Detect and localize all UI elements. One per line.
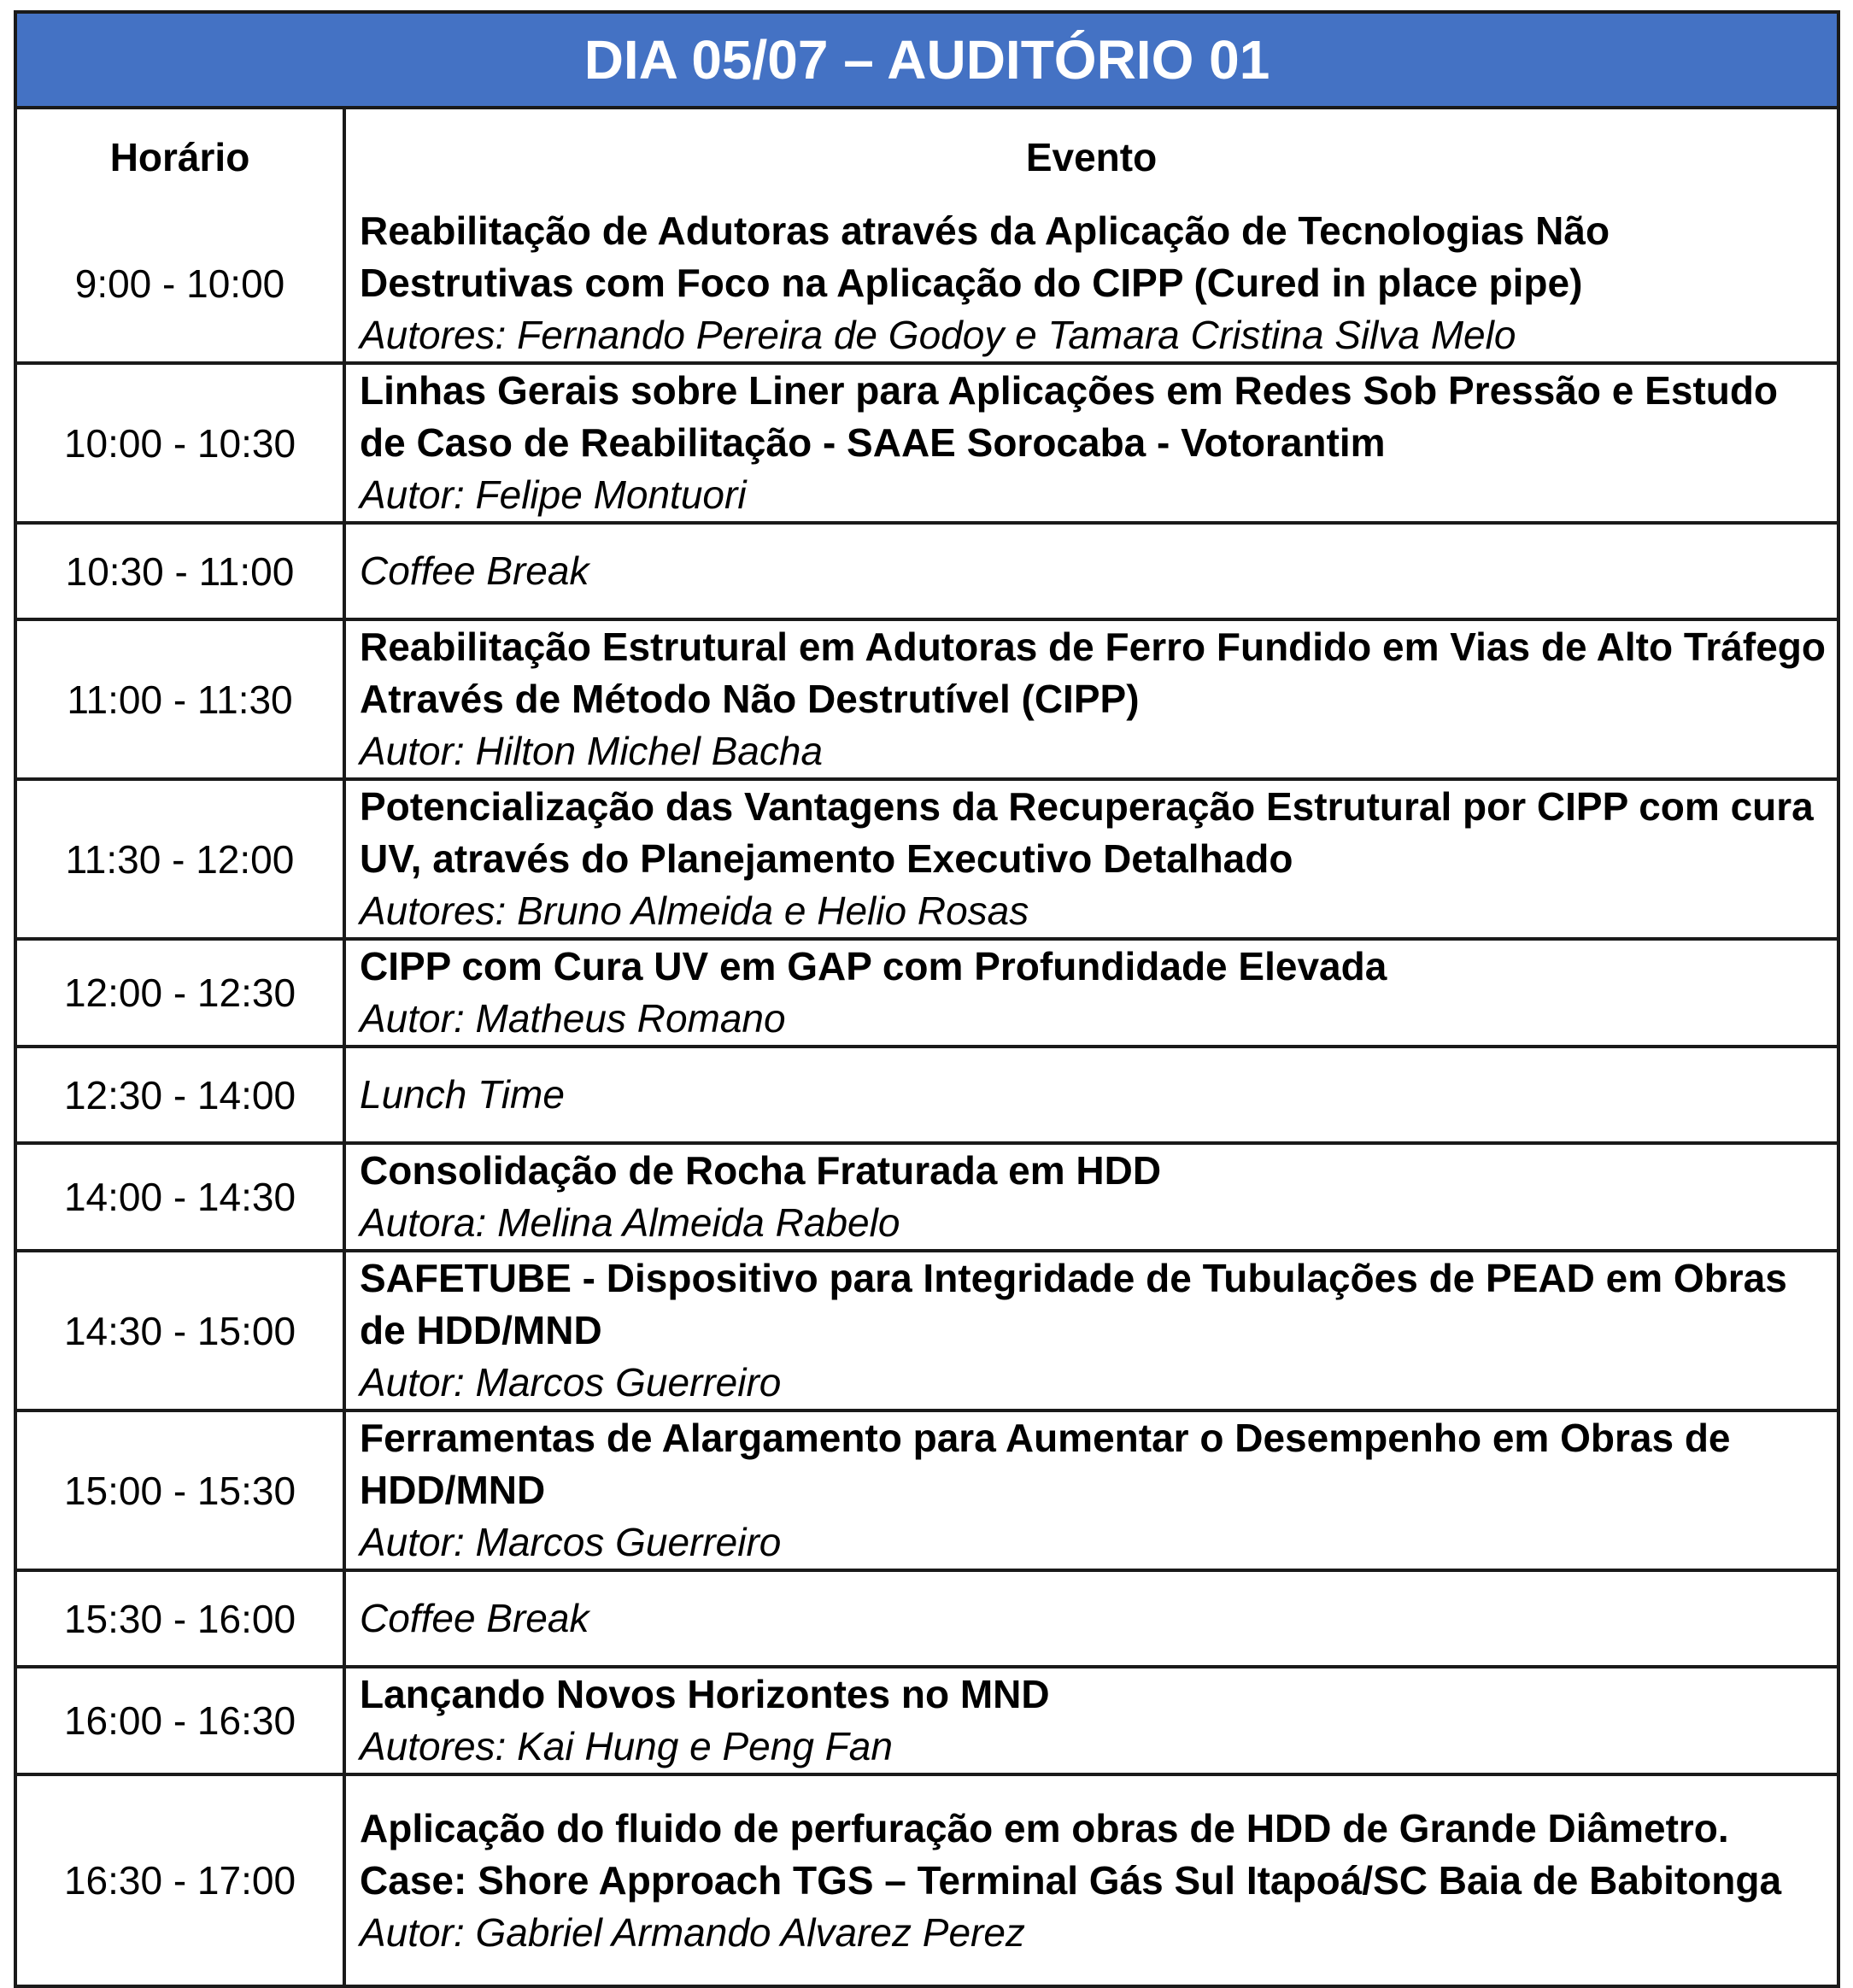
time-slot: 16:30 - 17:00 <box>17 1774 344 1985</box>
event-cell <box>344 1047 1837 1143</box>
event-cell <box>344 1251 1837 1410</box>
table-row <box>17 1251 1837 1410</box>
time-slot: 14:30 - 15:00 <box>17 1251 344 1410</box>
table-row <box>17 1410 1837 1570</box>
time-slot: 12:30 - 14:00 <box>17 1047 344 1143</box>
event-title: Reabilitação de Adutoras através da Aplicação de Tecnologias Não Destrutivas com Foco na Aplicação do CIPP (Cured in place pipe) <box>360 208 1610 305</box>
event-authors: Autor: Gabriel Armando Alvarez Perez <box>360 1909 1025 1955</box>
event-cell <box>344 1774 1837 1985</box>
event-cell <box>344 1667 1837 1774</box>
table-row <box>17 619 1837 779</box>
table-row <box>17 1774 1837 1985</box>
table-row <box>17 205 1837 363</box>
event-cell <box>344 363 1837 523</box>
table-row <box>17 1143 1837 1251</box>
event-cell <box>344 1410 1837 1570</box>
event-title: CIPP com Cura UV em GAP com Profundidade Elevada <box>360 944 1387 988</box>
event-cell <box>344 1570 1837 1667</box>
table-row <box>17 1047 1837 1143</box>
event-cell <box>344 939 1837 1047</box>
event-authors: Autor: Marcos Guerreiro <box>360 1360 782 1405</box>
event-title: Lançando Novos Horizontes no MND <box>360 1672 1050 1716</box>
time-slot: 16:00 - 16:30 <box>17 1667 344 1774</box>
time-slot: 15:30 - 16:00 <box>17 1570 344 1667</box>
event-authors: Autor: Hilton Michel Bacha <box>360 729 824 773</box>
table-row <box>17 939 1837 1047</box>
event-cell <box>344 205 1837 363</box>
event-cell <box>344 1143 1837 1251</box>
time-slot: 12:00 - 12:30 <box>17 939 344 1047</box>
event-authors: Autor: Matheus Romano <box>360 996 786 1041</box>
event-title: Linhas Gerais sobre Liner para Aplicações em Redes Sob Pressão e Estudo de Caso de Reabilitação - SAAE Sorocaba - Votorantim <box>360 368 1779 465</box>
column-header-time: Horário <box>17 109 344 205</box>
table-row <box>17 523 1837 619</box>
event-authors: Autores: Fernando Pereira de Godoy e Tamara Cristina Silva Melo <box>360 313 1516 357</box>
event-title: Reabilitação Estrutural em Adutoras de Ferro Fundido em Vias de Alto Tráfego Através de Método Não Destrutível (CIPP) <box>360 625 1826 721</box>
event-cell <box>344 619 1837 779</box>
event-authors: Autores: Kai Hung e Peng Fan <box>360 1724 893 1768</box>
time-slot: 9:00 - 10:00 <box>17 205 344 363</box>
break-label: Coffee Break <box>360 1596 589 1640</box>
header-row <box>17 109 1837 205</box>
event-title: Consolidação de Rocha Fraturada em HDD <box>360 1148 1162 1193</box>
event-title: Aplicação do fluido de perfuração em obras de HDD de Grande Diâmetro. Case: Shore Approach TGS – Terminal Gás Sul Itapoá/SC Baia de Babitonga <box>360 1805 1782 1903</box>
table-row <box>17 1667 1837 1774</box>
event-title: Ferramentas de Alargamento para Aumentar o Desempenho em Obras de HDD/MND <box>360 1416 1731 1512</box>
time-slot: 11:00 - 11:30 <box>17 619 344 779</box>
event-authors: Autor: Marcos Guerreiro <box>360 1520 782 1564</box>
table-row <box>17 779 1837 939</box>
schedule-title: DIA 05/07 – AUDITÓRIO 01 <box>17 14 1837 109</box>
event-authors: Autor: Felipe Montuori <box>360 472 747 517</box>
event-cell <box>344 523 1837 619</box>
time-slot: 10:30 - 11:00 <box>17 523 344 619</box>
event-authors: Autora: Melina Almeida Rabelo <box>360 1200 900 1245</box>
event-authors: Autores: Bruno Almeida e Helio Rosas <box>360 888 1029 933</box>
time-slot: 14:00 - 14:30 <box>17 1143 344 1251</box>
column-header-event: Evento <box>1025 135 1158 179</box>
schedule-table <box>17 109 1837 1985</box>
event-title: Potencialização das Vantagens da Recuperação Estrutural por CIPP com cura UV, através do Planejamento Executivo Detalhado <box>360 784 1814 881</box>
schedule-sheet <box>14 10 1840 1988</box>
break-label: Coffee Break <box>360 548 589 593</box>
time-slot: 15:00 - 15:30 <box>17 1410 344 1570</box>
table-row <box>17 363 1837 523</box>
time-slot: 10:00 - 10:30 <box>17 363 344 523</box>
event-title: SAFETUBE - Dispositivo para Integridade de Tubulações de PEAD em Obras de HDD/MND <box>360 1256 1787 1352</box>
table-row <box>17 1570 1837 1667</box>
event-cell <box>344 779 1837 939</box>
time-slot: 11:30 - 12:00 <box>17 779 344 939</box>
break-label: Lunch Time <box>360 1072 565 1117</box>
